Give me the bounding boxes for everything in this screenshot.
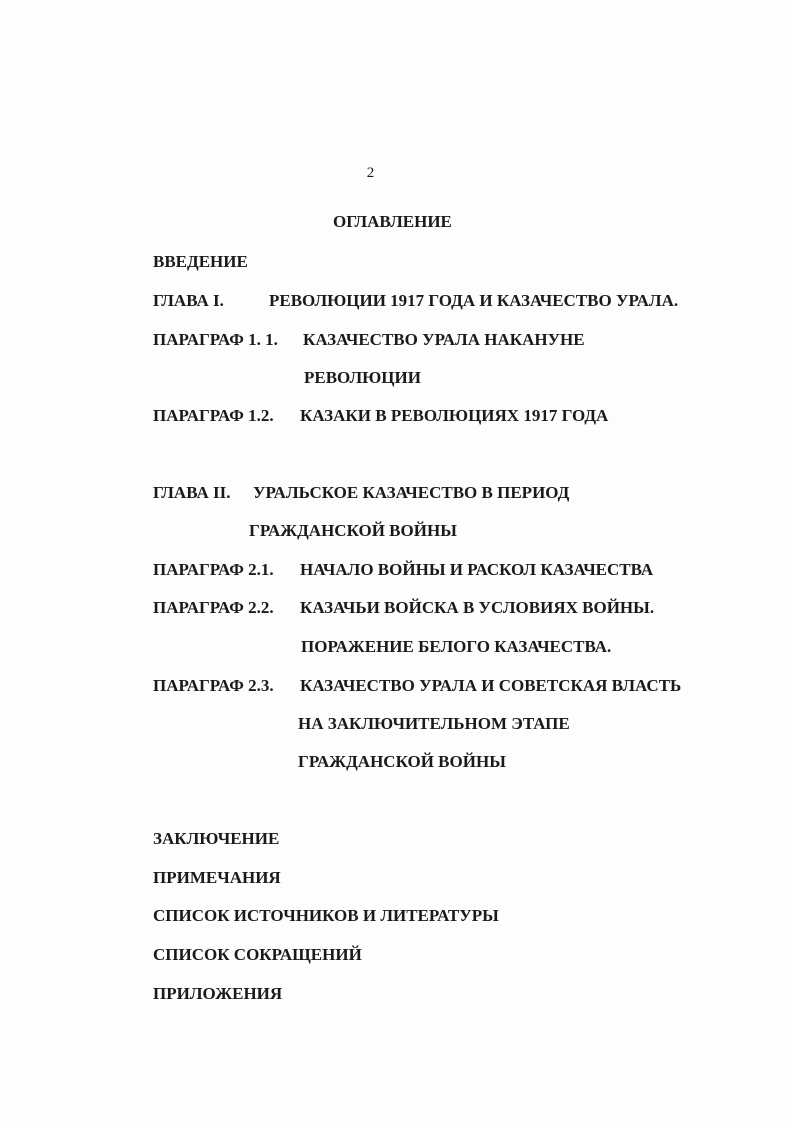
chapter-1-prefix: ГЛАВА I. bbox=[153, 291, 224, 310]
paragraph-2-3-title-line-1: КАЗАЧЕСТВО УРАЛА И СОВЕТСКАЯ ВЛАСТЬ bbox=[300, 676, 682, 695]
chapter-2-title-line-2: ГРАЖДАНСКОЙ ВОЙНЫ bbox=[249, 521, 457, 540]
paragraph-1-2-title: КАЗАКИ В РЕВОЛЮЦИЯХ 1917 ГОДА bbox=[300, 406, 609, 425]
toc-entry-abbreviations: СПИСОК СОКРАЩЕНИЙ bbox=[153, 945, 362, 964]
paragraph-1-1-title-line-2: РЕВОЛЮЦИИ bbox=[304, 368, 421, 387]
paragraph-2-2-prefix: ПАРАГРАФ 2.2. bbox=[153, 598, 274, 617]
toc-entry-paragraph-2-3 bbox=[153, 676, 274, 696]
toc-entry-sources: СПИСОК ИСТОЧНИКОВ И ЛИТЕРАТУРЫ bbox=[153, 906, 499, 925]
toc-entry-notes: ПРИМЕЧАНИЯ bbox=[153, 868, 281, 887]
toc-entry-paragraph-2-2 bbox=[153, 598, 274, 618]
chapter-2-title-line-1: УРАЛЬСКОЕ КАЗАЧЕСТВО В ПЕРИОД bbox=[253, 483, 570, 502]
paragraph-2-1-prefix: ПАРАГРАФ 2.1. bbox=[153, 560, 274, 579]
toc-entry-appendices: ПРИЛОЖЕНИЯ bbox=[153, 984, 283, 1003]
toc-entry-chapter-2 bbox=[153, 483, 230, 503]
paragraph-1-1-prefix: ПАРАГРАФ 1. 1. bbox=[153, 330, 278, 349]
toc-entry-paragraph-2-1 bbox=[153, 560, 274, 580]
paragraph-1-2-prefix: ПАРАГРАФ 1.2. bbox=[153, 406, 274, 425]
page-number: 2 bbox=[366, 165, 375, 181]
paragraph-2-3-prefix: ПАРАГРАФ 2.3. bbox=[153, 676, 274, 695]
toc-title: ОГЛАВЛЕНИЕ bbox=[333, 212, 452, 231]
toc-entry-chapter-1 bbox=[153, 291, 224, 311]
paragraph-2-2-title-line-1: КАЗАЧЬИ ВОЙСКА В УСЛОВИЯХ ВОЙНЫ. bbox=[300, 598, 655, 617]
toc-entry-intro: ВВЕДЕНИЕ bbox=[153, 252, 248, 271]
chapter-2-prefix: ГЛАВА II. bbox=[153, 483, 231, 502]
toc-entry-conclusion: ЗАКЛЮЧЕНИЕ bbox=[153, 829, 280, 848]
toc-entry-paragraph-1-1 bbox=[153, 330, 278, 350]
chapter-1-title: РЕВОЛЮЦИИ 1917 ГОДА И КАЗАЧЕСТВО УРАЛА. bbox=[269, 291, 679, 310]
toc-entry-paragraph-1-2 bbox=[153, 406, 274, 426]
paragraph-1-1-title-line-1: КАЗАЧЕСТВО УРАЛА НАКАНУНЕ bbox=[303, 330, 585, 349]
paragraph-2-2-title-line-2: ПОРАЖЕНИЕ БЕЛОГО КАЗАЧЕСТВА. bbox=[301, 637, 612, 656]
paragraph-2-1-title: НАЧАЛО ВОЙНЫ И РАСКОЛ КАЗАЧЕСТВА bbox=[300, 560, 654, 579]
paragraph-2-3-title-line-3: ГРАЖДАНСКОЙ ВОЙНЫ bbox=[298, 752, 506, 771]
paragraph-2-3-title-line-2: НА ЗАКЛЮЧИТЕЛЬНОМ ЭТАПЕ bbox=[298, 714, 570, 733]
